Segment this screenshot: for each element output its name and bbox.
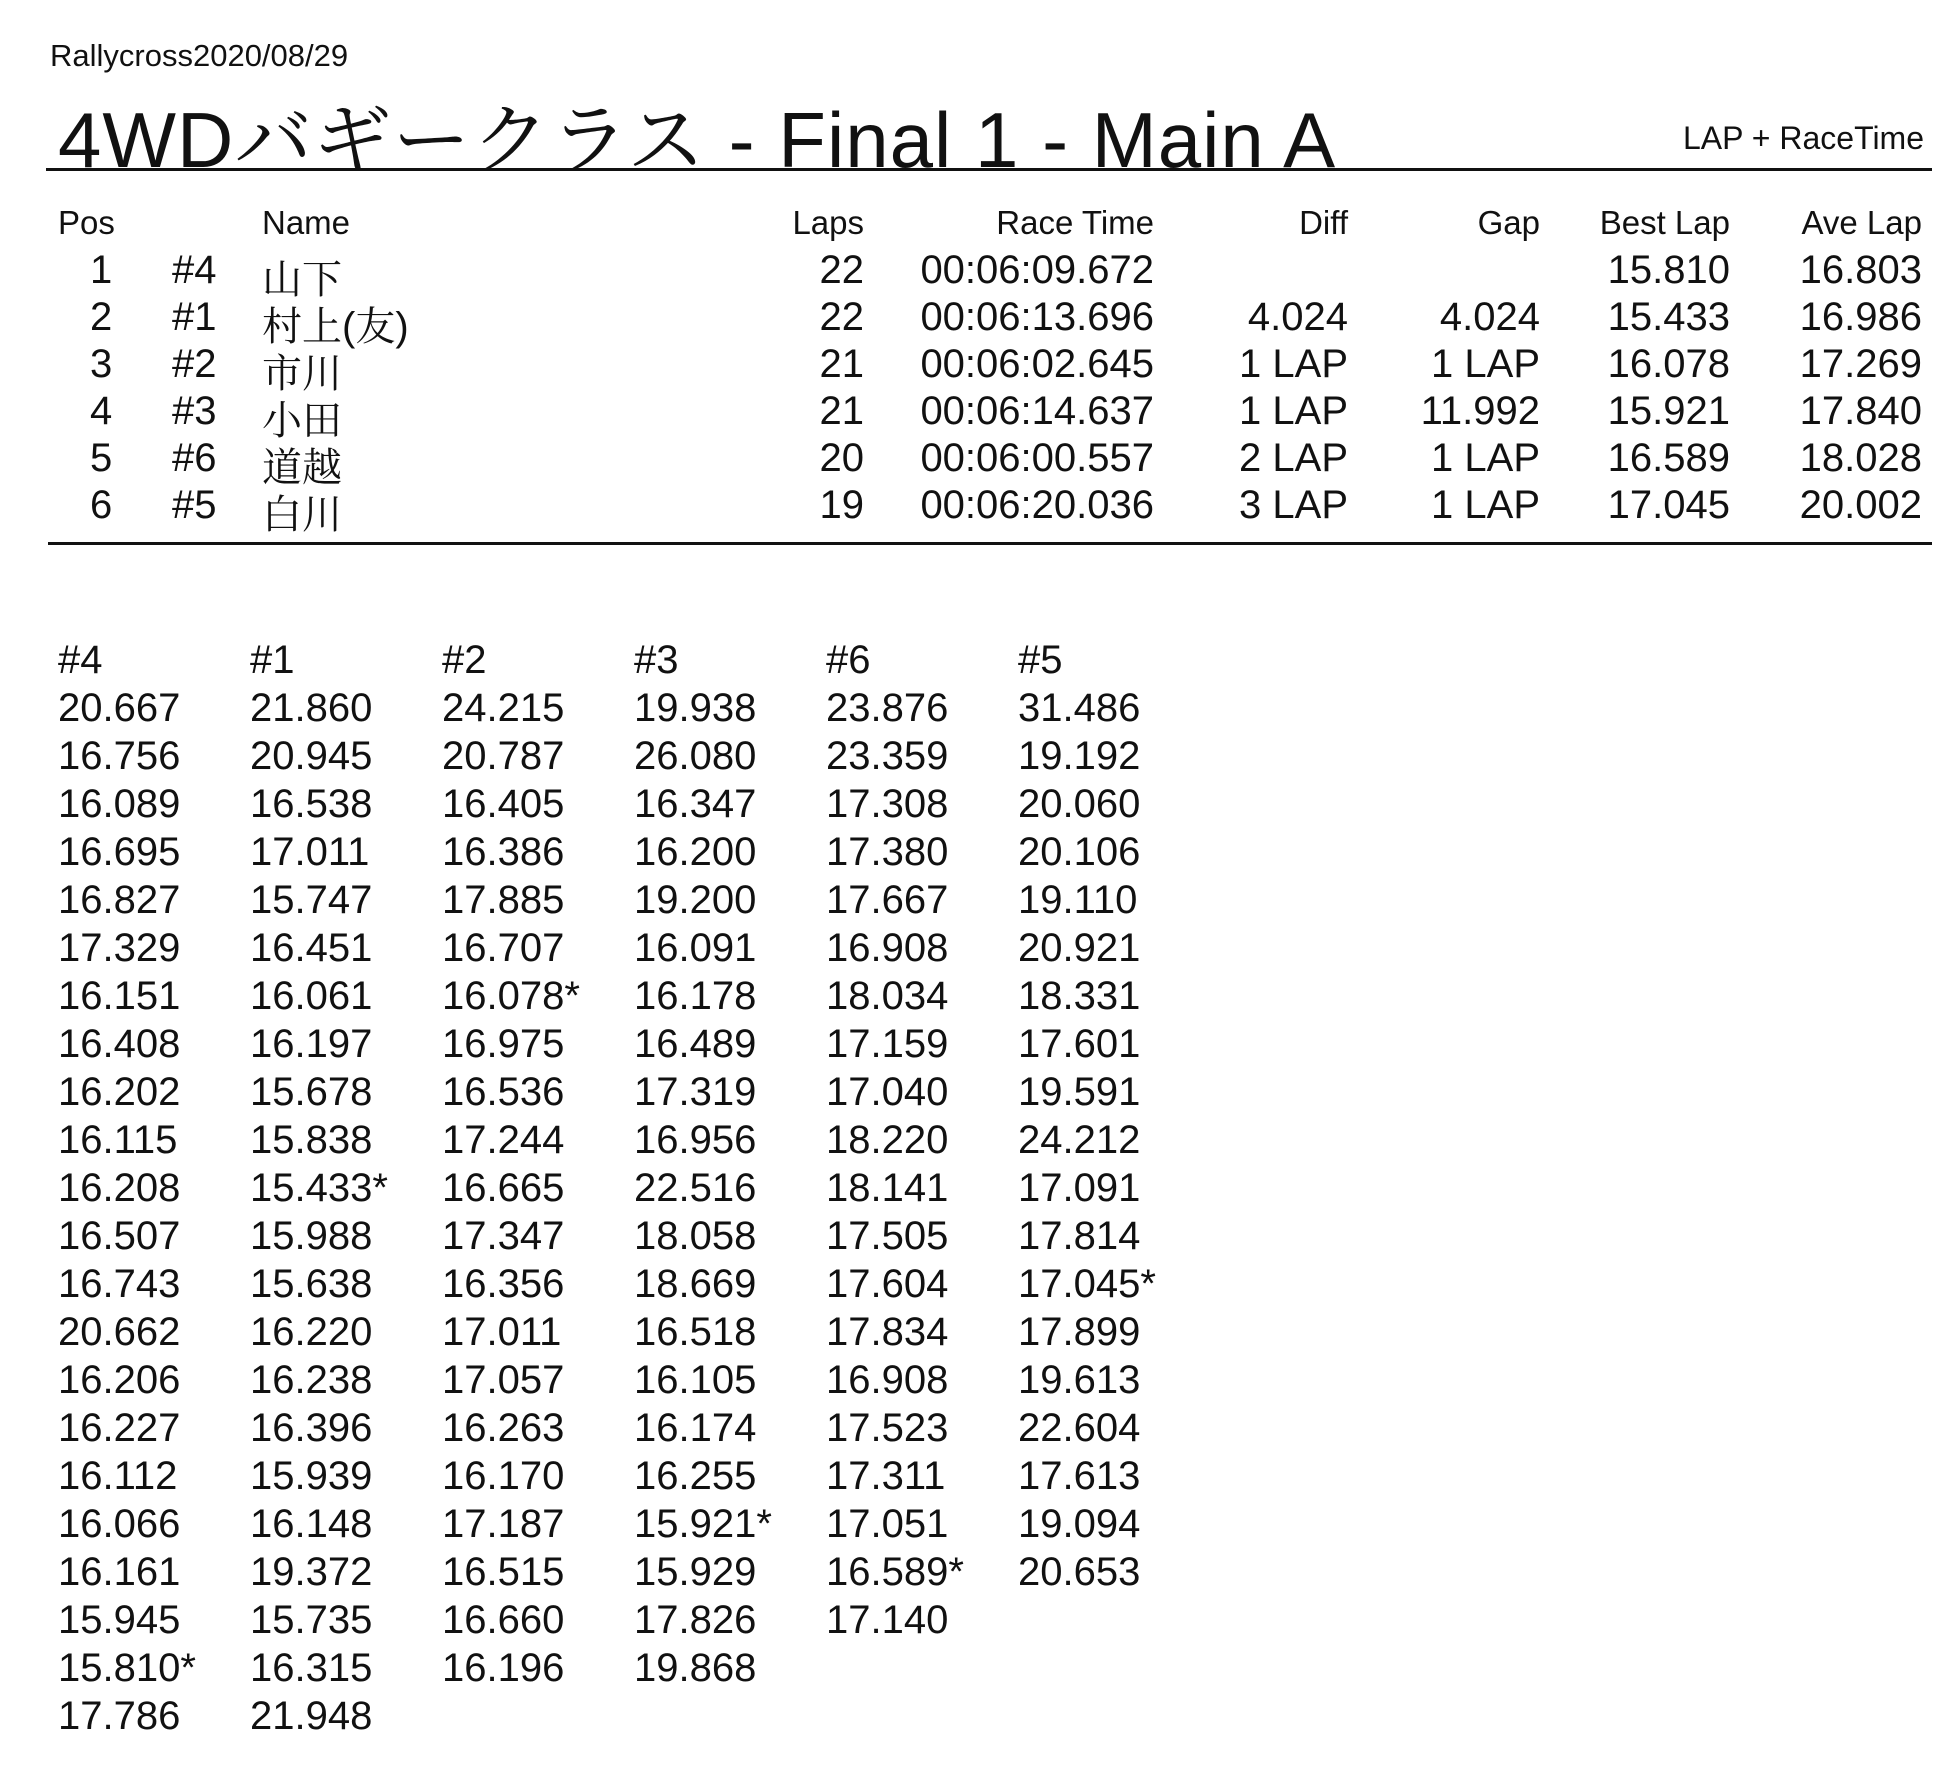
lap-time-cell: 21.948: [250, 1694, 373, 1738]
lap-time-cell: 19.868: [634, 1646, 757, 1690]
lap-time-cell: 15.838: [250, 1118, 373, 1162]
lap-time-cell: 16.908: [826, 926, 949, 970]
lap-time-cell: 17.311: [826, 1454, 946, 1498]
lap-time-cell: 17.885: [442, 878, 565, 922]
lap-time-cell: 16.151: [58, 974, 181, 1018]
lap-time-cell: 18.141: [826, 1166, 949, 1210]
lap-time-cell: 20.106: [1018, 830, 1141, 874]
result-ave-lap: 18.028: [1799, 436, 1922, 480]
lap-time-cell: 15.945: [58, 1598, 181, 1642]
result-best-lap: 15.810: [1607, 248, 1730, 292]
lap-time-cell: 22.516: [634, 1166, 757, 1210]
lap-time-cell: 21.860: [250, 686, 373, 730]
result-pos: 4: [90, 389, 113, 433]
lap-time-cell: 15.810*: [58, 1646, 196, 1690]
lap-time-cell: 16.227: [58, 1406, 181, 1450]
lap-time-cell: 16.975: [442, 1022, 565, 1066]
lap-time-cell: 16.827: [58, 878, 181, 922]
lap-time-cell: 15.433*: [250, 1166, 388, 1210]
result-best-lap: 17.045: [1607, 483, 1730, 527]
result-driver-name: 市川: [262, 352, 342, 396]
lap-time-cell: 16.538: [250, 782, 373, 826]
result-laps: 20: [819, 436, 864, 480]
lap-time-cell: 17.140: [826, 1598, 949, 1642]
lap-time-cell: 17.329: [58, 926, 181, 970]
result-pos: 5: [90, 436, 113, 480]
lap-column-header: #6: [826, 638, 871, 682]
lap-time-cell: 16.660: [442, 1598, 565, 1642]
lap-time-cell: 16.536: [442, 1070, 565, 1114]
result-laps: 22: [819, 295, 864, 339]
lap-time-cell: 19.613: [1018, 1358, 1141, 1402]
result-race-time: 00:06:13.696: [920, 295, 1154, 339]
result-pos: 1: [90, 248, 113, 292]
lap-time-cell: 16.255: [634, 1454, 757, 1498]
lap-time-cell: 20.787: [442, 734, 565, 778]
result-pos: 6: [90, 483, 113, 527]
lap-time-cell: 18.669: [634, 1262, 757, 1306]
result-diff: 3 LAP: [1239, 483, 1348, 527]
lap-time-cell: 16.238: [250, 1358, 373, 1402]
lap-time-cell: 16.405: [442, 782, 565, 826]
lap-time-cell: 17.308: [826, 782, 949, 826]
lap-time-cell: 17.613: [1018, 1454, 1141, 1498]
event-date-label: Rallycross2020/08/29: [50, 38, 349, 73]
result-laps: 19: [819, 483, 864, 527]
lap-time-cell: 17.814: [1018, 1214, 1141, 1258]
lap-time-cell: 16.197: [250, 1022, 373, 1066]
table-row: [0, 295, 1960, 349]
lap-time-cell: 17.347: [442, 1214, 565, 1258]
result-race-time: 00:06:20.036: [920, 483, 1154, 527]
lap-column-header: #4: [58, 638, 103, 682]
lap-column-header: #2: [442, 638, 487, 682]
lap-time-cell: 17.057: [442, 1358, 565, 1402]
lap-time-cell: 17.040: [826, 1070, 949, 1114]
lap-time-cell: 16.200: [634, 830, 757, 874]
result-ave-lap: 17.840: [1799, 389, 1922, 433]
table-row: [0, 483, 1960, 537]
lap-time-cell: 16.908: [826, 1358, 949, 1402]
result-race-time: 00:06:09.672: [920, 248, 1154, 292]
lap-time-cell: 15.921*: [634, 1502, 772, 1546]
table-row: [0, 342, 1960, 396]
header-divider: [46, 168, 1932, 171]
result-gap: 1 LAP: [1431, 483, 1540, 527]
lap-time-cell: 16.112: [58, 1454, 178, 1498]
lap-time-cell: 23.876: [826, 686, 949, 730]
lap-column: [1018, 636, 1156, 1596]
lap-time-cell: 15.988: [250, 1214, 373, 1258]
lap-column: [58, 636, 196, 1740]
result-gap: 11.992: [1420, 389, 1540, 433]
result-car-number: #5: [172, 483, 217, 527]
lap-time-cell: 17.601: [1018, 1022, 1141, 1066]
result-pos: 3: [90, 342, 113, 386]
lap-time-cell: 16.061: [250, 974, 373, 1018]
lap-column: [826, 636, 964, 1644]
result-laps: 21: [819, 342, 864, 386]
lap-time-cell: 18.034: [826, 974, 949, 1018]
lap-time-cell: 19.372: [250, 1550, 373, 1594]
lap-time-cell: 20.662: [58, 1310, 181, 1354]
lap-time-cell: 23.359: [826, 734, 949, 778]
lap-time-cell: 17.380: [826, 830, 949, 874]
lap-time-cell: 19.200: [634, 878, 757, 922]
result-driver-name: 道越: [262, 446, 342, 490]
lap-time-cell: 16.743: [58, 1262, 181, 1306]
lap-time-cell: 16.695: [58, 830, 181, 874]
result-driver-name: 小田: [262, 399, 342, 443]
lap-time-cell: 16.202: [58, 1070, 181, 1114]
lap-time-cell: 20.060: [1018, 782, 1141, 826]
lap-time-cell: 16.105: [634, 1358, 757, 1402]
lap-column: [250, 636, 388, 1740]
result-gap: 1 LAP: [1431, 436, 1540, 480]
result-driver-name: 村上(友): [262, 305, 409, 349]
result-best-lap: 15.921: [1607, 389, 1730, 433]
lap-column-header: #5: [1018, 638, 1063, 682]
lap-time-cell: 16.956: [634, 1118, 757, 1162]
lap-time-cell: 17.826: [634, 1598, 757, 1642]
result-car-number: #6: [172, 436, 217, 480]
lap-time-cell: 17.319: [634, 1070, 757, 1114]
lap-time-cell: 16.589*: [826, 1550, 964, 1594]
lap-time-cell: 16.148: [250, 1502, 373, 1546]
lap-time-cell: 17.051: [826, 1502, 949, 1546]
result-ave-lap: 20.002: [1799, 483, 1922, 527]
lap-time-cell: 16.356: [442, 1262, 565, 1306]
results-divider: [48, 542, 1932, 545]
lap-time-cell: 19.094: [1018, 1502, 1141, 1546]
lap-time-cell: 20.945: [250, 734, 373, 778]
lap-time-cell: 24.212: [1018, 1118, 1141, 1162]
lap-time-cell: 18.058: [634, 1214, 757, 1258]
lap-time-cell: 17.899: [1018, 1310, 1141, 1354]
col-header-name: Name: [262, 204, 351, 241]
lap-time-cell: 16.170: [442, 1454, 565, 1498]
lap-time-cell: 16.208: [58, 1166, 181, 1210]
lap-time-cell: 19.591: [1018, 1070, 1141, 1114]
lap-time-cell: 17.159: [826, 1022, 949, 1066]
lap-column: [442, 636, 580, 1692]
col-header-laps: Laps: [792, 204, 864, 241]
result-race-time: 00:06:02.645: [920, 342, 1154, 386]
page-title: 4WDバギークラス - Final 1 - Main A: [58, 96, 1337, 184]
lap-time-cell: 15.929: [634, 1550, 757, 1594]
result-gap: 4.024: [1439, 295, 1540, 339]
lap-time-cell: 16.089: [58, 782, 181, 826]
result-car-number: #1: [172, 295, 217, 339]
result-diff: 1 LAP: [1239, 389, 1348, 433]
lap-column: [634, 636, 772, 1692]
result-best-lap: 16.589: [1607, 436, 1730, 480]
lap-time-cell: 16.315: [250, 1646, 373, 1690]
lap-time-cell: 20.667: [58, 686, 181, 730]
lap-time-cell: 16.408: [58, 1022, 181, 1066]
lap-time-cell: 18.331: [1018, 974, 1141, 1018]
lap-time-cell: 17.187: [442, 1502, 565, 1546]
col-header-pos: Pos: [58, 204, 115, 241]
lap-time-cell: 16.507: [58, 1214, 181, 1258]
table-row: [0, 436, 1960, 490]
lap-time-cell: 19.110: [1018, 878, 1138, 922]
lap-time-cell: 17.091: [1018, 1166, 1141, 1210]
result-diff: 1 LAP: [1239, 342, 1348, 386]
lap-time-cell: 31.486: [1018, 686, 1141, 730]
lap-time-cell: 16.665: [442, 1166, 565, 1210]
col-header-race-time: Race Time: [996, 204, 1154, 241]
report-mode-label: LAP + RaceTime: [1683, 120, 1924, 156]
col-header-best-lap: Best Lap: [1599, 204, 1730, 241]
result-gap: 1 LAP: [1431, 342, 1540, 386]
lap-time-cell: 22.604: [1018, 1406, 1141, 1450]
lap-time-cell: 20.653: [1018, 1550, 1141, 1594]
result-race-time: 00:06:00.557: [920, 436, 1154, 480]
lap-time-cell: 15.638: [250, 1262, 373, 1306]
result-laps: 21: [819, 389, 864, 433]
result-ave-lap: 16.986: [1799, 295, 1922, 339]
result-diff: 4.024: [1247, 295, 1348, 339]
lap-time-cell: 16.206: [58, 1358, 181, 1402]
lap-time-cell: 18.220: [826, 1118, 949, 1162]
result-best-lap: 15.433: [1607, 295, 1730, 339]
result-ave-lap: 17.269: [1799, 342, 1922, 386]
result-laps: 22: [819, 248, 864, 292]
lap-time-cell: 16.451: [250, 926, 373, 970]
lap-time-cell: 15.678: [250, 1070, 373, 1114]
lap-time-cell: 16.220: [250, 1310, 373, 1354]
result-driver-name: 山下: [262, 258, 342, 302]
col-header-gap: Gap: [1477, 204, 1540, 241]
lap-time-cell: 17.011: [442, 1310, 562, 1354]
lap-time-cell: 16.178: [634, 974, 757, 1018]
lap-time-cell: 24.215: [442, 686, 565, 730]
lap-time-cell: 19.192: [1018, 734, 1141, 778]
lap-time-cell: 17.523: [826, 1406, 949, 1450]
table-row: [0, 248, 1960, 302]
result-car-number: #4: [172, 248, 217, 292]
lap-time-cell: 16.707: [442, 926, 565, 970]
table-row: [0, 389, 1960, 443]
lap-column-header: #1: [250, 638, 295, 682]
lap-time-cell: 15.747: [250, 878, 373, 922]
lap-time-cell: 16.756: [58, 734, 181, 778]
lap-time-cell: 17.667: [826, 878, 949, 922]
lap-time-cell: 16.396: [250, 1406, 373, 1450]
lap-column-header: #3: [634, 638, 679, 682]
lap-time-cell: 17.011: [250, 830, 370, 874]
lap-time-cell: 20.921: [1018, 926, 1141, 970]
result-car-number: #3: [172, 389, 217, 433]
lap-time-cell: 16.347: [634, 782, 757, 826]
col-header-ave-lap: Ave Lap: [1801, 204, 1922, 241]
lap-time-cell: 16.263: [442, 1406, 565, 1450]
lap-time-cell: 16.386: [442, 830, 565, 874]
lap-time-cell: 17.604: [826, 1262, 949, 1306]
lap-time-cell: 17.834: [826, 1310, 949, 1354]
result-ave-lap: 16.803: [1799, 248, 1922, 292]
lap-time-cell: 16.489: [634, 1022, 757, 1066]
lap-time-cell: 26.080: [634, 734, 757, 778]
lap-time-cell: 15.939: [250, 1454, 373, 1498]
lap-time-cell: 16.066: [58, 1502, 181, 1546]
result-car-number: #2: [172, 342, 217, 386]
lap-time-cell: 16.515: [442, 1550, 565, 1594]
result-pos: 2: [90, 295, 113, 339]
lap-time-cell: 16.518: [634, 1310, 757, 1354]
lap-time-cell: 16.174: [634, 1406, 757, 1450]
lap-time-cell: 16.091: [634, 926, 757, 970]
lap-time-cell: 17.786: [58, 1694, 181, 1738]
lap-time-cell: 16.115: [58, 1118, 178, 1162]
lap-time-cell: 19.938: [634, 686, 757, 730]
result-diff: 2 LAP: [1239, 436, 1348, 480]
col-header-diff: Diff: [1299, 204, 1348, 241]
lap-time-cell: 17.505: [826, 1214, 949, 1258]
lap-time-cell: 16.161: [58, 1550, 181, 1594]
result-best-lap: 16.078: [1607, 342, 1730, 386]
lap-time-cell: 16.196: [442, 1646, 565, 1690]
lap-time-cell: 17.244: [442, 1118, 565, 1162]
lap-time-cell: 16.078*: [442, 974, 580, 1018]
lap-time-cell: 17.045*: [1018, 1262, 1156, 1306]
lap-time-cell: 15.735: [250, 1598, 373, 1642]
result-driver-name: 白川: [262, 493, 342, 537]
result-race-time: 00:06:14.637: [920, 389, 1154, 433]
